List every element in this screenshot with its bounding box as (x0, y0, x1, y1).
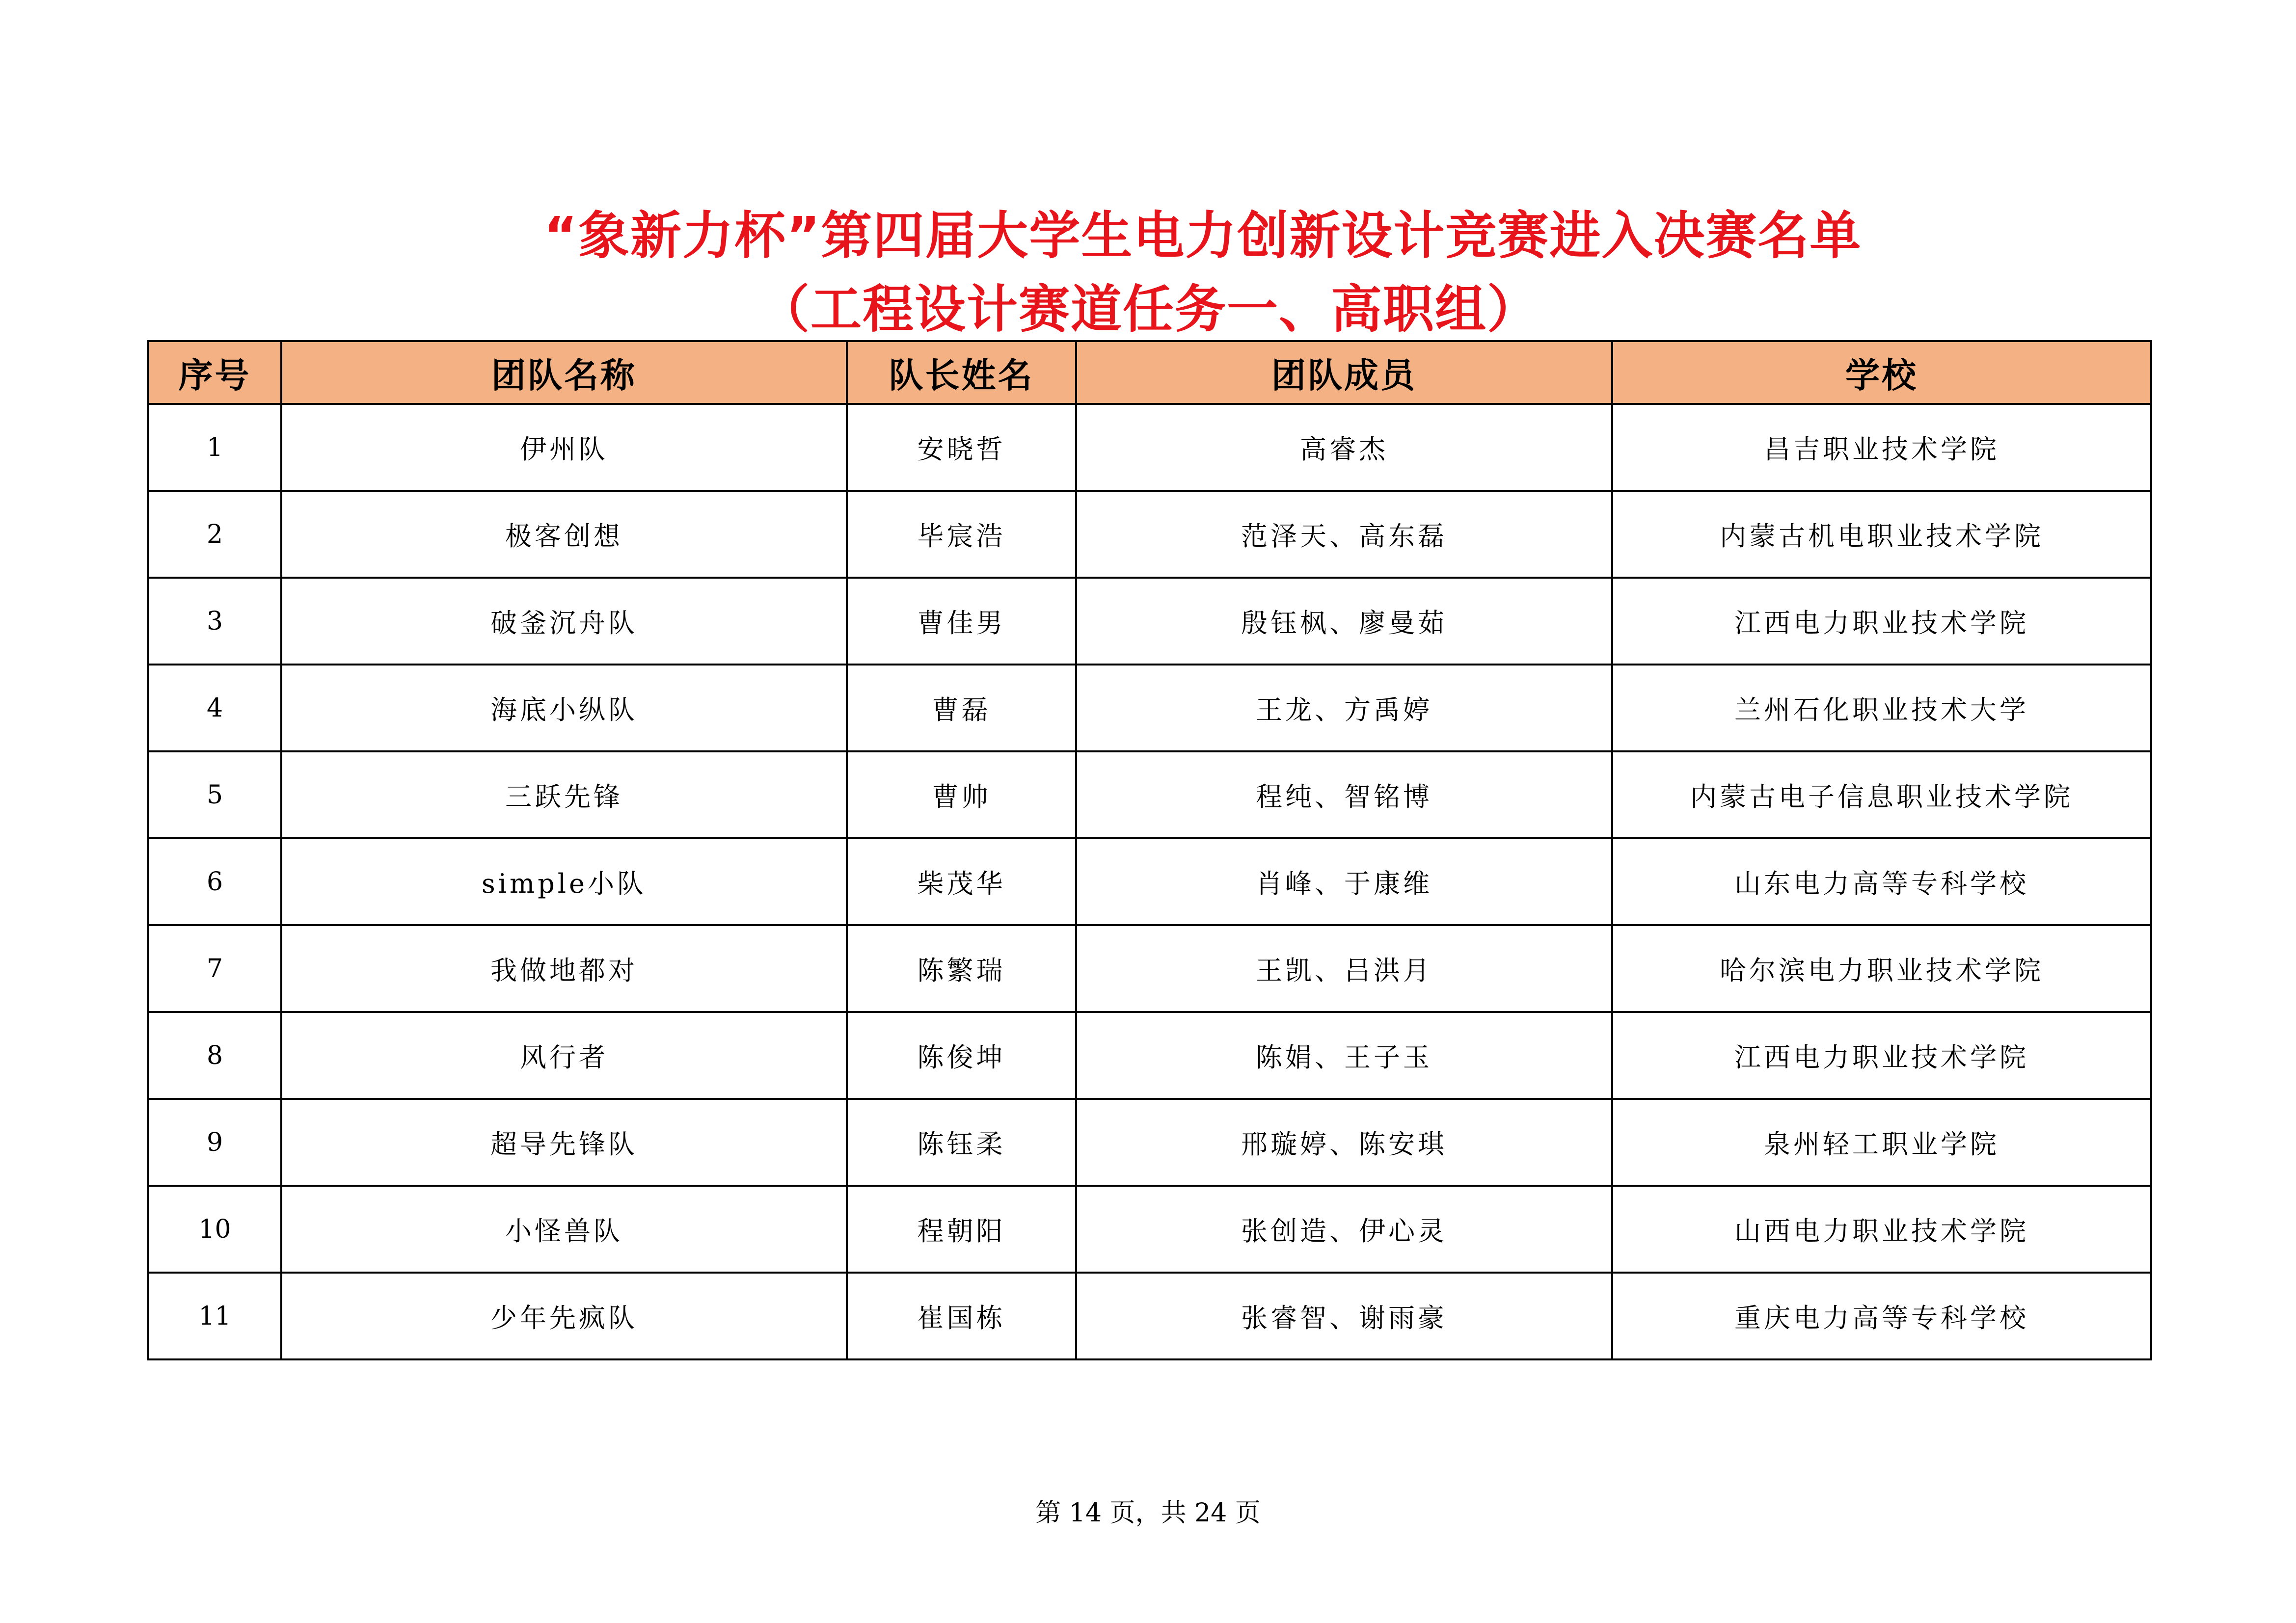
serial-number-cell: 4 (148, 665, 281, 751)
team-name-cell: 海底小纵队 (281, 665, 847, 751)
captain-cell: 陈钰柔 (847, 1099, 1076, 1186)
captain-cell: 柴茂华 (847, 838, 1076, 925)
team-name-cell: 小怪兽队 (281, 1186, 847, 1273)
members-cell: 高睿杰 (1076, 404, 1612, 491)
table-row (148, 838, 2151, 925)
header-school: 学校 (1612, 341, 2151, 404)
members-cell: 肖峰、于康维 (1076, 838, 1612, 925)
captain-cell: 陈繁瑞 (847, 925, 1076, 1012)
captain-cell: 毕宸浩 (847, 491, 1076, 578)
school-cell: 内蒙古机电职业技术学院 (1612, 491, 2151, 578)
serial-number-cell: 8 (148, 1012, 281, 1099)
team-name-cell: 超导先锋队 (281, 1099, 847, 1186)
table-row (148, 1012, 2151, 1099)
team-name-cell: 破釜沉舟队 (281, 578, 847, 665)
team-name-cell: 风行者 (281, 1012, 847, 1099)
members-cell: 程纯、智铭博 (1076, 751, 1612, 838)
captain-cell: 曹帅 (847, 751, 1076, 838)
team-name-cell: 我做地都对 (281, 925, 847, 1012)
team-name-cell: 伊州队 (281, 404, 847, 491)
table-row (148, 925, 2151, 1012)
table-row (148, 578, 2151, 665)
serial-number-cell: 7 (148, 925, 281, 1012)
serial-number-cell: 3 (148, 578, 281, 665)
team-name-cell: 少年先疯队 (281, 1273, 847, 1359)
school-cell: 昌吉职业技术学院 (1612, 404, 2151, 491)
school-cell: 山西电力职业技术学院 (1612, 1186, 2151, 1273)
captain-cell: 程朝阳 (847, 1186, 1076, 1273)
page-number-footer: 第 14 页，共 24 页 (1035, 1498, 1261, 1528)
school-cell: 兰州石化职业技术大学 (1612, 665, 2151, 751)
table-row (148, 491, 2151, 578)
table-row (148, 1273, 2151, 1359)
school-cell: 江西电力职业技术学院 (1612, 578, 2151, 665)
document-title (147, 199, 2150, 346)
school-cell: 内蒙古电子信息职业技术学院 (1612, 751, 2151, 838)
serial-number-cell: 11 (148, 1273, 281, 1359)
captain-cell: 陈俊坤 (847, 1012, 1076, 1099)
header-team-name: 团队名称 (281, 341, 847, 404)
title-line-1: “象新力杯”第四届大学生电力创新设计竞赛进入决赛名单 (543, 206, 1862, 266)
title-line-2: （工程设计赛道任务一、高职组） (758, 279, 1539, 339)
header-team-members: 团队成员 (1076, 341, 1612, 404)
members-cell: 殷钰枫、廖曼茹 (1076, 578, 1612, 665)
members-cell: 王龙、方禹婷 (1076, 665, 1612, 751)
captain-cell: 崔国栋 (847, 1273, 1076, 1359)
serial-number-cell: 5 (148, 751, 281, 838)
header-captain-name: 队长姓名 (847, 341, 1076, 404)
members-cell: 张睿智、谢雨豪 (1076, 1273, 1612, 1359)
members-cell: 邢璇婷、陈安琪 (1076, 1099, 1612, 1186)
school-cell: 江西电力职业技术学院 (1612, 1012, 2151, 1099)
school-cell: 重庆电力高等专科学校 (1612, 1273, 2151, 1359)
table-row (148, 404, 2151, 491)
finalist-table (147, 340, 2152, 1360)
team-name-cell: 三跃先锋 (281, 751, 847, 838)
table-row (148, 751, 2151, 838)
table-row (148, 1099, 2151, 1186)
serial-number-cell: 10 (148, 1186, 281, 1273)
team-name-cell: simple小队 (281, 838, 847, 925)
table-row (148, 1186, 2151, 1273)
captain-cell: 曹佳男 (847, 578, 1076, 665)
members-cell: 王凯、吕洪月 (1076, 925, 1612, 1012)
school-cell: 山东电力高等专科学校 (1612, 838, 2151, 925)
table-row (148, 665, 2151, 751)
school-cell: 泉州轻工职业学院 (1612, 1099, 2151, 1186)
members-cell: 范泽天、高东磊 (1076, 491, 1612, 578)
captain-cell: 安晓哲 (847, 404, 1076, 491)
table-header-row (148, 341, 2151, 404)
members-cell: 张创造、伊心灵 (1076, 1186, 1612, 1273)
serial-number-cell: 1 (148, 404, 281, 491)
school-cell: 哈尔滨电力职业技术学院 (1612, 925, 2151, 1012)
serial-number-cell: 2 (148, 491, 281, 578)
captain-cell: 曹磊 (847, 665, 1076, 751)
header-serial-number: 序号 (148, 341, 281, 404)
team-name-cell: 极客创想 (281, 491, 847, 578)
serial-number-cell: 6 (148, 838, 281, 925)
serial-number-cell: 9 (148, 1099, 281, 1186)
members-cell: 陈娟、王子玉 (1076, 1012, 1612, 1099)
